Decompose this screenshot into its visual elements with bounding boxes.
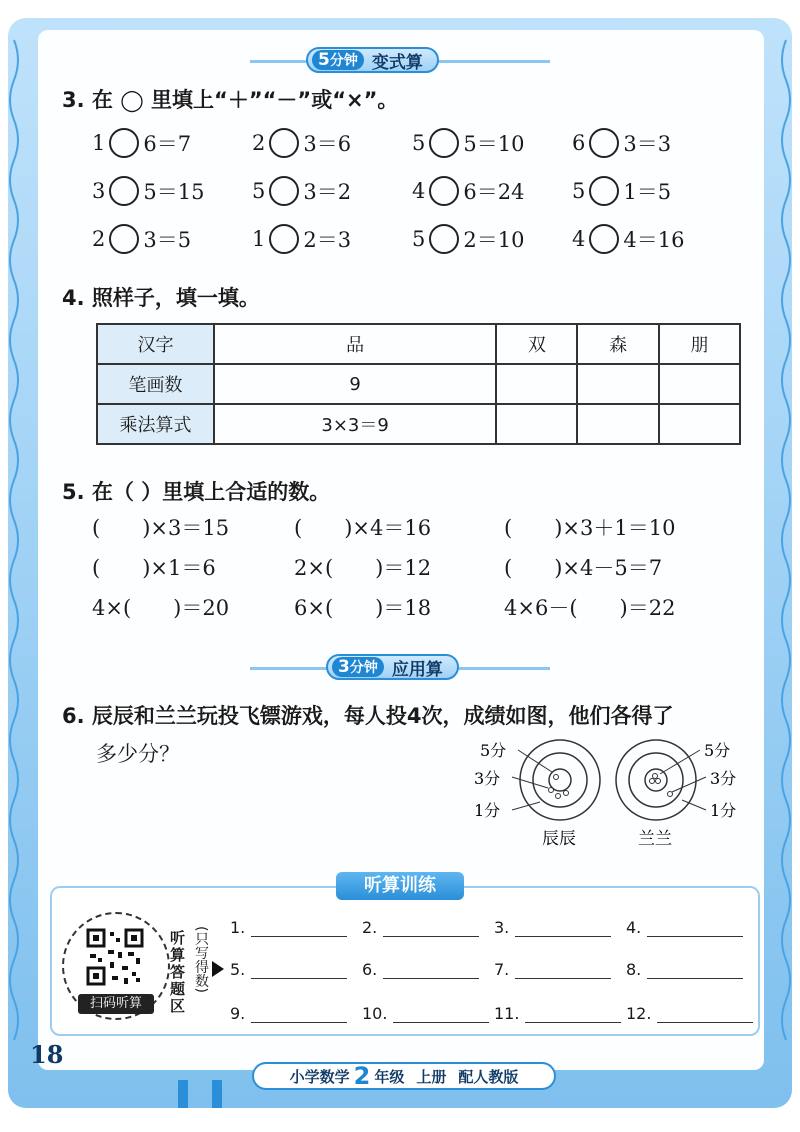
fill-blank-equation[interactable]: 2×( )＝12	[294, 556, 432, 580]
table-cell: 双	[496, 324, 577, 364]
operator-circle[interactable]	[269, 224, 299, 254]
operand-right: 3＝3	[623, 132, 672, 156]
answer-cell[interactable]	[659, 404, 740, 444]
page-number: 18	[30, 1040, 64, 1069]
operand-right: 3＝2	[303, 180, 352, 204]
volume: 上册	[416, 1067, 447, 1086]
operand-left: 1	[92, 131, 106, 155]
operand-right: 6＝7	[143, 132, 192, 156]
section-header-bianshisuan	[306, 47, 439, 73]
answer-cell[interactable]	[577, 364, 658, 404]
equation-item	[252, 128, 351, 158]
fill-blank-equation[interactable]: 6×( )＝18	[294, 596, 432, 620]
label-3-points: 3分	[710, 769, 737, 788]
equation-item	[92, 224, 191, 254]
label-1-point: 1分	[710, 801, 737, 820]
operator-circle[interactable]	[429, 176, 459, 206]
fill-blank-equation[interactable]: ( )×1＝6	[92, 556, 216, 580]
label-3-points: 3分	[474, 769, 501, 788]
table-row	[97, 364, 740, 404]
question-6-title: 6. 辰辰和兰兰玩投飞镖游戏，每人投4次，成绩如图，他们各得了	[62, 704, 674, 728]
operand-left: 4	[572, 227, 586, 251]
answer-slot[interactable]	[362, 918, 479, 937]
equation-item	[252, 176, 351, 206]
answer-number: 3.	[494, 918, 510, 937]
scan-listen-label: 扫码听算	[78, 994, 154, 1014]
answer-slot[interactable]	[494, 918, 611, 937]
table-cell: 朋	[659, 324, 740, 364]
answer-number: 9.	[230, 1004, 246, 1023]
equation-item	[92, 128, 191, 158]
operator-circle[interactable]	[109, 224, 139, 254]
answer-area-label: 听算答题区	[170, 929, 186, 1015]
answer-slot[interactable]	[494, 960, 611, 979]
answer-slot[interactable]	[626, 1004, 753, 1023]
table-header-cell: 笔画数	[97, 364, 214, 404]
answer-line[interactable]	[515, 962, 611, 979]
operator-circle[interactable]	[589, 224, 619, 254]
answer-number: 11.	[494, 1004, 520, 1023]
question-6-text-line2: 多少分？	[96, 742, 180, 766]
answer-cell[interactable]	[659, 364, 740, 404]
name-chenchen: 辰辰	[542, 829, 576, 849]
operand-left: 2	[92, 227, 106, 251]
book-info	[252, 1062, 556, 1090]
question-4-table	[96, 323, 741, 445]
answer-slot[interactable]	[230, 1004, 347, 1023]
equation-item	[92, 176, 204, 206]
equation-item	[412, 128, 524, 158]
answer-number: 5.	[230, 960, 246, 979]
answer-slot[interactable]	[626, 960, 743, 979]
operand-left: 3	[92, 179, 106, 203]
table-row	[97, 324, 740, 364]
name-lanlan: 兰兰	[638, 829, 672, 849]
triangle-arrow-icon	[212, 961, 224, 977]
answer-slot[interactable]	[230, 918, 347, 937]
target-chenchen	[512, 740, 600, 820]
operand-left: 2	[252, 131, 266, 155]
answer-slot[interactable]	[362, 960, 479, 979]
operand-left: 5	[252, 179, 266, 203]
section-title: 应用算	[391, 659, 443, 680]
table-row	[97, 404, 740, 444]
operand-right: 2＝3	[303, 228, 352, 252]
grade-number: 2	[353, 1062, 371, 1090]
operand-right: 5＝10	[463, 132, 525, 156]
question-4-title: 4. 照样子，填一填。	[62, 286, 260, 310]
equation-item	[572, 224, 684, 254]
fill-blank-equation[interactable]: ( )×3＝15	[92, 516, 230, 540]
question-5-title: 5. 在（ ）里填上合适的数。	[62, 480, 331, 504]
edition: 配人教版	[458, 1067, 519, 1086]
answer-slot[interactable]	[626, 918, 743, 937]
table-header-cell: 乘法算式	[97, 404, 214, 444]
grade-unit: 年级	[374, 1067, 405, 1086]
equation-item	[572, 176, 671, 206]
operand-right: 4＝16	[623, 228, 685, 252]
table-cell: 品	[214, 324, 496, 364]
answer-slot[interactable]	[230, 960, 347, 979]
answer-cell[interactable]	[496, 364, 577, 404]
answer-line[interactable]	[393, 1006, 489, 1023]
label-5-points: 5分	[704, 741, 731, 760]
answer-area-note: (只写得数)	[193, 926, 209, 993]
question-6-text-line1	[62, 700, 674, 730]
operator-circle[interactable]	[429, 128, 459, 158]
answer-cell[interactable]	[496, 404, 577, 444]
answer-line[interactable]	[525, 1006, 621, 1023]
fill-blank-equation[interactable]: ( )×4＝16	[294, 516, 432, 540]
operand-left: 5	[572, 179, 586, 203]
label-5-points: 5分	[480, 741, 507, 760]
operand-left: 4	[412, 179, 426, 203]
operand-left: 5	[412, 227, 426, 251]
fill-blank-equation[interactable]: ( )×3＋1＝10	[504, 516, 676, 540]
answer-number: 6.	[362, 960, 378, 979]
equation-item	[572, 128, 671, 158]
equation-item	[412, 224, 524, 254]
answer-line[interactable]	[383, 962, 479, 979]
operand-right: 3＝6	[303, 132, 352, 156]
operator-circle[interactable]	[109, 128, 139, 158]
answer-line[interactable]	[251, 1006, 347, 1023]
operator-circle[interactable]	[269, 176, 299, 206]
qr-badge[interactable]	[62, 912, 170, 1020]
time-badge: 3分钟	[332, 657, 384, 677]
operand-left: 1	[252, 227, 266, 251]
answer-cell[interactable]	[577, 404, 658, 444]
operand-right: 3＝5	[143, 228, 192, 252]
answer-line[interactable]	[647, 920, 743, 937]
answer-line[interactable]	[657, 1006, 753, 1023]
fill-blank-equation[interactable]: ( )×4－5＝7	[504, 556, 663, 580]
operator-circle[interactable]	[429, 224, 459, 254]
answer-line[interactable]	[383, 920, 479, 937]
target-lanlan	[616, 740, 706, 820]
subject: 小学数学	[289, 1067, 350, 1086]
answer-number: 7.	[494, 960, 510, 979]
operand-right: 2＝10	[463, 228, 525, 252]
equation-item	[252, 224, 351, 254]
label-1-point: 1分	[474, 801, 501, 820]
fill-blank-equation[interactable]: 4×6－( )＝22	[504, 596, 676, 620]
operator-circle[interactable]	[589, 128, 619, 158]
answer-number: 4.	[626, 918, 642, 937]
answer-line[interactable]	[251, 920, 347, 937]
operand-left: 6	[572, 131, 586, 155]
answer-number: 12.	[626, 1004, 652, 1023]
section-title: 变式算	[371, 52, 423, 73]
table-cell: 3×3＝9	[214, 404, 496, 444]
qr-code-icon	[86, 928, 144, 986]
table-cell: 9	[214, 364, 496, 404]
answer-number: 8.	[626, 960, 642, 979]
time-badge: 5分钟	[312, 50, 364, 70]
answer-number: 1.	[230, 918, 246, 937]
answer-number: 10.	[362, 1004, 388, 1023]
operand-right: 5＝15	[143, 180, 205, 204]
answer-line[interactable]	[647, 962, 743, 979]
fill-blank-equation[interactable]: 4×( )＝20	[92, 596, 230, 620]
operator-circle[interactable]	[109, 176, 139, 206]
answer-line[interactable]	[251, 962, 347, 979]
answer-slot[interactable]	[362, 1004, 489, 1023]
answer-slot[interactable]	[494, 1004, 621, 1023]
operand-right: 1＝5	[623, 180, 672, 204]
operator-circle[interactable]	[269, 128, 299, 158]
listening-drill-title: 听算训练	[336, 872, 464, 900]
dart-targets	[460, 730, 760, 854]
section-header-yingyongsuan	[326, 654, 459, 680]
operator-circle[interactable]	[589, 176, 619, 206]
operand-left: 5	[412, 131, 426, 155]
operand-right: 6＝24	[463, 180, 525, 204]
answer-number: 2.	[362, 918, 378, 937]
equation-item	[412, 176, 524, 206]
answer-line[interactable]	[515, 920, 611, 937]
table-header-cell: 汉字	[97, 324, 214, 364]
table-cell: 森	[577, 324, 658, 364]
question-3-title: 3. 在 ◯ 里填上“＋”“－”或“×”。	[62, 88, 399, 112]
